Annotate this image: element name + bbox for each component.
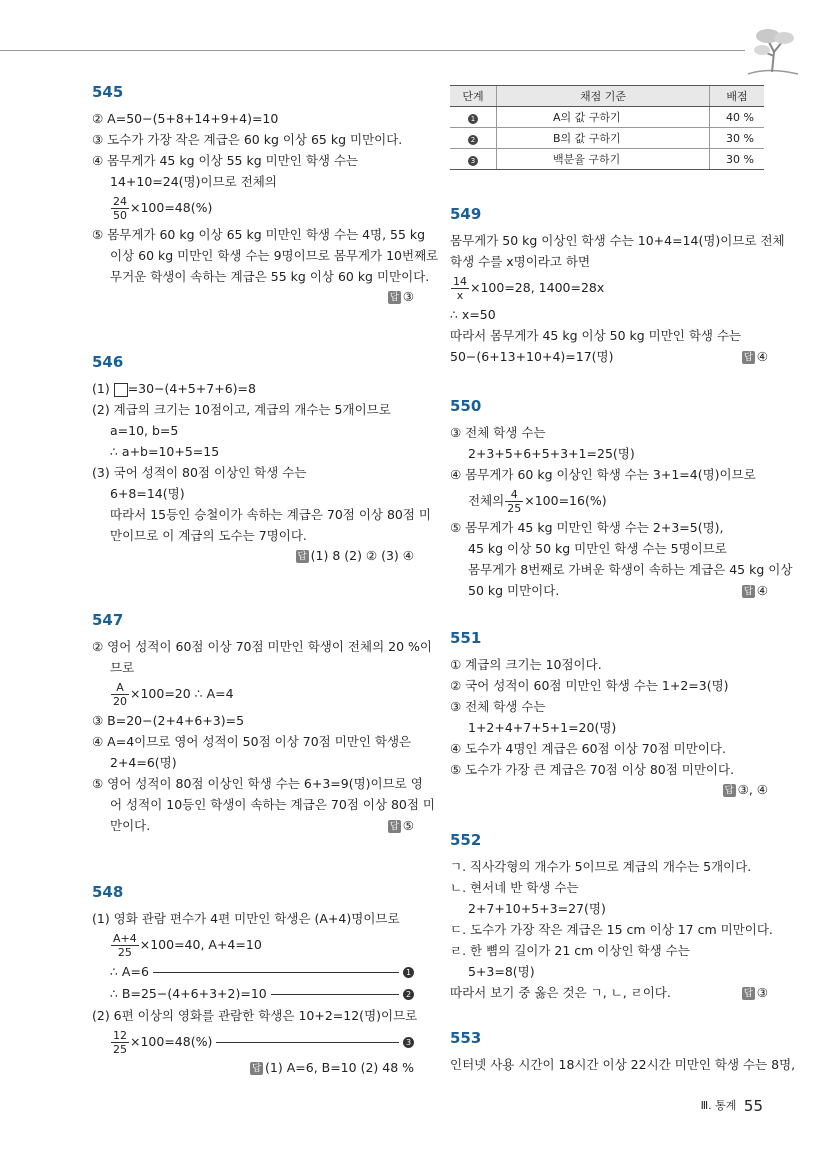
chapter-label: Ⅲ. 통계 (700, 1099, 737, 1112)
problem-551 (450, 628, 768, 800)
solution-line: ㄷ. 도수가 가장 작은 계급은 15 cm 이상 17 cm 미만이다. (450, 922, 773, 937)
problem-552 (450, 830, 773, 1003)
problem-548 (92, 882, 418, 1078)
solution-line: ② 국어 성적이 60점 미만인 학생 수는 1+2=3(명) (450, 678, 729, 693)
solution-line: a=10, b=5 (110, 423, 179, 438)
problem-number: 547 (92, 611, 124, 629)
solution-line: (1) 영화 관람 편수가 4편 미만인 학생은 (A+4)명이므로 (92, 911, 400, 926)
solution-line: 따라서 몸무게가 45 kg 이상 50 kg 미만인 학생 수는 (450, 328, 742, 343)
fraction: $\frac{14}{x}$ (453, 275, 467, 302)
solution-line: ㄱ. 직사각형의 개수가 5이므로 계급의 개수는 5개이다. (450, 859, 752, 874)
problem-547 (92, 610, 435, 836)
solution-line: ⑤ 도수가 가장 큰 계급은 70점 이상 80점 미만이다. (450, 762, 735, 777)
problem-number: 549 (450, 205, 482, 223)
solution-line: 인터넷 사용 시간이 18시간 이상 22시간 미만인 학생 수는 8명, (450, 1057, 796, 1072)
solution-line: ② A=50−(5+8+14+9+4)=10 (92, 111, 279, 126)
step-marker: 2 (468, 135, 478, 145)
solution-line: ③ 도수가 가장 작은 계급은 60 kg 이상 65 kg 미만이다. (92, 132, 403, 147)
table-header-step: 단계 (450, 86, 497, 107)
solution-line: (1) =30−(4+5+7+6)=8 (92, 381, 256, 396)
page-number: 55 (743, 1097, 763, 1115)
answer-badge: 답 (389, 821, 399, 832)
fraction-line: $\frac{A}{20}$ ×100=20 ∴ A=4 (113, 681, 234, 708)
solution-line: 50−(6+13+10+4)=17(명) 답 ④ (450, 349, 768, 364)
fraction: $\frac{4}{25}$ (507, 488, 522, 515)
problem-number: 550 (450, 397, 482, 415)
solution-line: 50 kg 미만이다. 답 ④ (468, 583, 768, 598)
table-row (450, 128, 764, 149)
problem-number: 551 (450, 629, 482, 647)
problem-number: 552 (450, 831, 482, 849)
solution-line: 2+3+5+6+5+3+1=25(명) (468, 446, 635, 461)
solution-line: 5+3=8(명) (468, 964, 535, 979)
answer: 답 ③ (389, 289, 414, 304)
header-rule (0, 50, 745, 51)
step-marker: 1 (403, 967, 414, 978)
solution-line: ③ B=20−(2+4+6+3)=5 (92, 713, 245, 728)
solution-line: 6+8=14(명) (110, 486, 185, 501)
blank-box-icon (114, 383, 128, 397)
problem-545 (92, 82, 439, 307)
step-marker: 1 (468, 114, 478, 124)
problem-number: 546 (92, 353, 124, 371)
solution-line: ⑤ 영어 성적이 80점 이상인 학생 수는 6+3=9(명)이므로 영 (92, 776, 423, 791)
solution-line: 무거운 학생이 속하는 계급은 55 kg 이상 60 kg 미만이다. (110, 269, 430, 284)
fraction-line: $\frac{24}{50}$ ×100=48(%) (113, 195, 213, 222)
answer-badge: 답 (724, 785, 734, 796)
solution-line: 몸무게가 8번째로 가벼운 학생이 속하는 계급은 45 kg 이상 (468, 562, 793, 577)
solution-line: ㄴ. 현서네 반 학생 수는 (450, 880, 579, 895)
problem-number: 548 (92, 883, 124, 901)
answer: 답 ③, ④ (724, 782, 768, 797)
solution-line: 1+2+4+7+5+1=20(명) (468, 720, 617, 735)
points-cell: 30 % (710, 149, 765, 170)
solution-line: ④ 몸무게가 45 kg 이상 55 kg 미만인 학생 수는 (92, 153, 359, 168)
solution-line: 14+10=24(명)이므로 전체의 (110, 174, 277, 189)
solution-line: 2+7+10+5+3=27(명) (468, 901, 606, 916)
criterion-cell: B의 값 구하기 (497, 128, 710, 149)
solution-line: ∴ A=6 1 (92, 961, 414, 983)
solution-line: 이상 60 kg 미만인 학생 수는 9명이므로 몸무게가 10번째로 (110, 248, 439, 263)
solution-line: ④ A=4이므로 영어 성적이 50점 이상 70점 미만인 학생은 (92, 734, 412, 749)
tree-logo-icon (738, 12, 808, 82)
solution-line: 45 kg 이상 50 kg 미만인 학생 수는 5명이므로 (468, 541, 727, 556)
solution-line: (2) 6편 이상의 영화를 관람한 학생은 10+2=12(명)이므로 (92, 1008, 418, 1023)
problem-546 (92, 352, 432, 566)
criterion-cell: 백분율 구하기 (497, 149, 710, 170)
table-header-criterion: 채점 기준 (497, 86, 710, 107)
solution-line: ③ 전체 학생 수는 (450, 699, 546, 714)
solution-line: ⑤ 몸무게가 45 kg 미만인 학생 수는 2+3=5(명), (450, 520, 724, 535)
fraction: $\frac{24}{50}$ (113, 195, 127, 222)
solution-line: ③ 전체 학생 수는 (450, 425, 546, 440)
answer-badge: 답 (743, 586, 753, 597)
solution-line: ⑤ 몸무게가 60 kg 이상 65 kg 미만인 학생 수는 4명, 55 kg (92, 227, 426, 242)
answer: ④ (756, 349, 768, 364)
fraction: $\frac{A+4}{25}$ (113, 932, 137, 959)
solution-line: 어 성적이 10등인 학생이 속하는 계급은 70점 이상 80점 미 (110, 797, 435, 812)
step-marker: 3 (468, 156, 478, 166)
table-row (450, 149, 764, 170)
solution-line: 2+4=6(명) (110, 755, 177, 770)
solution-line: ∴ x=50 (450, 307, 496, 322)
problem-number: 545 (92, 83, 124, 101)
answer-badge: 답 (743, 352, 753, 363)
solution-line: ㄹ. 한 뼘의 길이가 21 cm 이상인 학생 수는 (450, 943, 690, 958)
criterion-cell: A의 값 구하기 (497, 107, 710, 128)
answer: ③ (756, 985, 768, 1000)
solution-line: ④ 몸무게가 60 kg 이상인 학생 수는 3+1=4(명)이므로 (450, 467, 756, 482)
fraction: $\frac{A}{20}$ (113, 681, 127, 708)
step-marker: 3 (403, 1037, 414, 1048)
fraction-line: $\frac{14}{x}$ ×100=28, 1400=28x (453, 275, 605, 302)
answer: ④ (756, 583, 768, 598)
solution-line: (3) 국어 성적이 80점 이상인 학생 수는 (92, 465, 307, 480)
solution-line: 만이므로 이 계급의 도수는 7명이다. (110, 528, 307, 543)
fraction: $\frac{12}{25}$ (113, 1028, 127, 1056)
solution-line: ④ 도수가 4명인 계급은 60점 이상 70점 미만이다. (450, 741, 726, 756)
scoring-table (450, 85, 764, 170)
solution-line: ∴ B=25−(4+6+3+2)=10 2 (92, 983, 414, 1005)
solution-line: ② 영어 성적이 60점 이상 70점 미만인 학생이 전체의 20 %이 (92, 639, 432, 654)
solution-line: 학생 수를 x명이라고 하면 (450, 254, 591, 269)
answer: 답 (1) 8 (2) ② (3) ④ (297, 548, 414, 563)
solution-line: 만이다. 답 ⑤ (110, 818, 414, 833)
points-cell: 40 % (710, 107, 765, 128)
solution-line: (2) 계급의 크기는 10점이고, 계급의 개수는 5개이므로 (92, 402, 391, 417)
solution-line: 따라서 15등인 승철이가 속하는 계급은 70점 이상 80점 미 (110, 507, 432, 522)
table-header-points: 배점 (710, 86, 765, 107)
problem-553 (450, 1028, 796, 1075)
solution-line: ∴ a+b=10+5=15 (110, 444, 220, 459)
fraction-line: $\frac{12}{25}$ ×100=48(%) 3 (92, 1026, 414, 1058)
points-cell: 30 % (710, 128, 765, 149)
table-row (450, 107, 764, 128)
solution-line: 몸무게가 50 kg 이상인 학생 수는 10+4=14(명)이므로 전체 (450, 233, 785, 248)
solution-line: ① 계급의 크기는 10점이다. (450, 657, 602, 672)
answer-badge: 답 (251, 1063, 262, 1074)
problem-number: 553 (450, 1029, 482, 1047)
step-marker: 2 (403, 989, 414, 1000)
answer-badge: 답 (743, 988, 753, 999)
answer-badge: 답 (297, 551, 307, 562)
problem-550 (450, 396, 793, 601)
solution-line: 따라서 보기 중 옳은 것은 ㄱ, ㄴ, ㄹ이다. 답 ③ (450, 985, 768, 1000)
solution-line: 므로 (110, 660, 135, 675)
answer: ⑤ (402, 818, 414, 833)
fraction-line: 전체의 $\frac{4}{25}$ ×100=16(%) (468, 488, 607, 515)
page-footer (701, 1097, 763, 1115)
problem-549 (450, 204, 785, 367)
answer-badge: 답 (389, 292, 399, 303)
answer: 답 (1) A=6, B=10 (2) 48 % (251, 1060, 414, 1075)
fraction-line: $\frac{A+4}{25}$ ×100=40, A+4=10 (113, 932, 262, 959)
